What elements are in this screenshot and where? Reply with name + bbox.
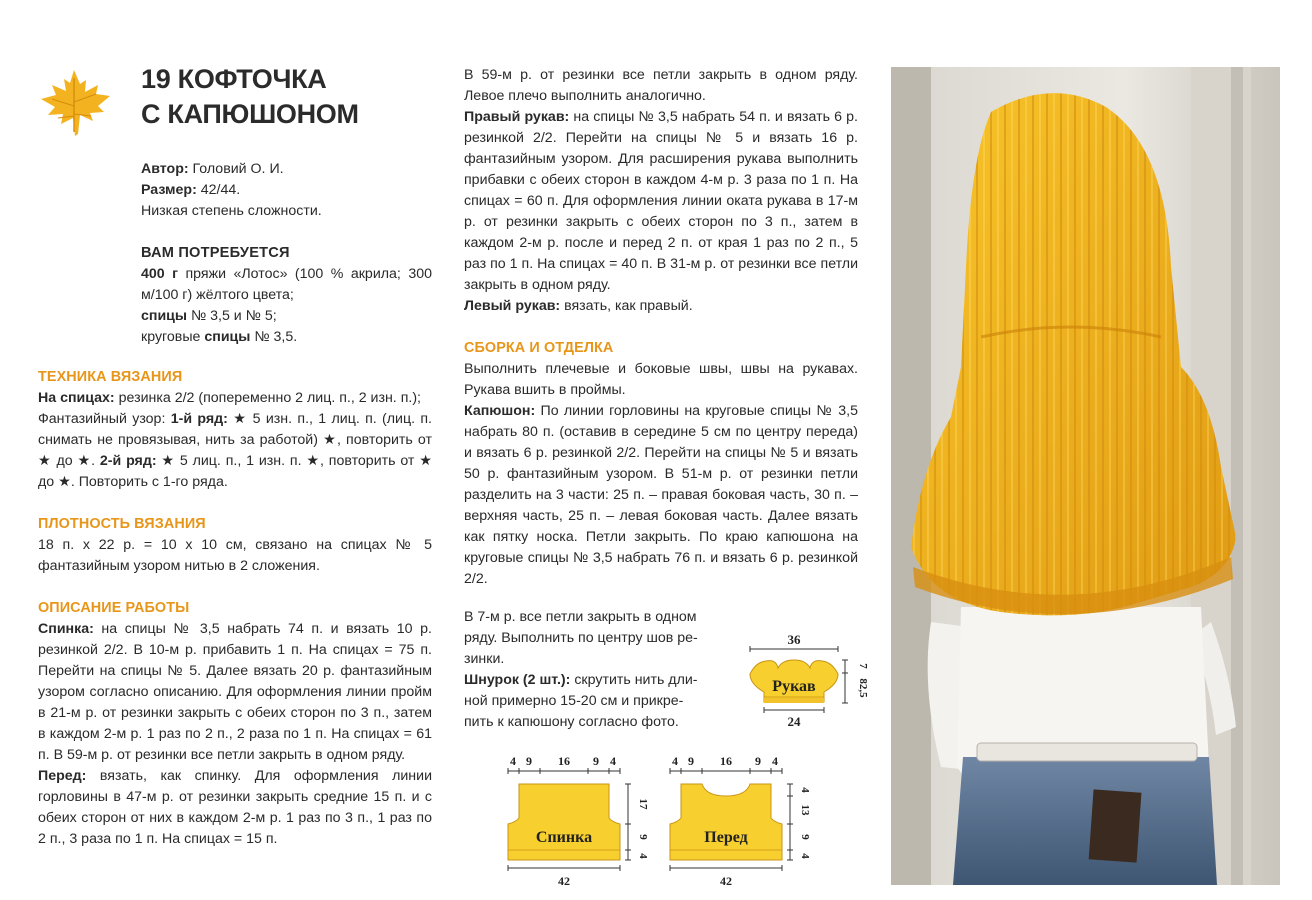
- front-top-dim: 16: [720, 754, 732, 768]
- front-right-dim: 13: [799, 804, 811, 816]
- hood-and-cord-text: В 7-м р. все петли закрыть в одном ряду. Выполнить по центру шов ре- зинки. Шнурок (2 шт.): скрутить нить дли- ной примерно 15-20 см и прикре- пить к капюшону согласно фото.: [464, 609, 698, 730]
- description-heading: ОПИСАНИЕ РАБОТЫ: [38, 600, 190, 616]
- back-top-dim: 16: [558, 754, 570, 768]
- back-right-dim: 17: [637, 798, 649, 810]
- sleeve-top-dim: 36: [787, 632, 801, 647]
- front-bottom-dim: 42: [720, 874, 732, 888]
- front-right-dim: 4: [799, 853, 811, 859]
- front-top-dim: 4: [672, 754, 678, 768]
- column-left: ТЕХНИКА ВЯЗАНИЯ На спицах: резинка 2/2 (попеременно 2 лиц. п., 2 изн. п.); Фантазийный узор: 1-й ряд: ★ 5 изн. п., 1 лиц. п. (лиц. п. снимать не провязывая, нить за работой) ★, повторить от ★ до ★. 2-й ряд: ★ 5 лиц. п., 1 изн. п. ★, повторить от ★ до ★. Повторить с 1-го ряда. ПЛОТНОСТЬ ВЯЗАНИЯ 18 п. х 22 р. = 10 х 10 см, связано на спицах № 5 фантазийным узором нитью в 2 сложения. ОПИСАНИЕ РАБОТЫ Спинка: на спицы № 3,5 набрать 74 п. и вязать 10 р. резинкой 2/2. В 10-м р. прибавить 1 п. На спицах = 75 п. Перейти на спицы № 5. Далее вязать 20 р. фантазийным узором согласно описанию. Для оформления линии пройм в 21-м р. от резинки закрыть с обеих сторон по 3 п., затем в каждом 2-м р. 1 раз по 2 п., 2 раза по 1 п. На спицах = 61 п. В 59-м р. от резинки все петли закрыть в одном ряду. Перед: вязать, как спинку. Для оформления линии горловины в 47-м р. от резинки закрыть средние 15 п. и с обеих сторон от них в каждом 2-м р. 1 раз по 3 п., 1 раз по 2 п., 3 раза по 1 п. На спицах = 15 п.: [38, 369, 432, 847]
- page-title: 19 КОФТОЧКА С КАПЮШОНОМ: [141, 64, 359, 129]
- back-right-dim: 9: [637, 834, 649, 840]
- sleeve-right-dim-b: 82,5: [857, 678, 869, 698]
- pattern-meta: Автор: Головий О. И. Размер: 42/44. Низкая степень сложности.: [141, 161, 322, 219]
- back-schematic: [500, 752, 650, 890]
- materials-heading: ВАМ ПОТРЕБУЕТСЯ: [141, 245, 290, 261]
- column-middle: В 59-м р. от резинки все петли закрыть в одном ряду. Левое плечо выполнить аналогично. Правый рукав: на спицы № 3,5 набрать 54 п. и вязать 6 р. резинкой 2/2. Перейти на спицы № 5 и вязать 16 р. фантазийным узором. Для расширения рукава выполнить прибавки с обеих сторон в каждом 4-м р. 3 раза по 1 п. На спицах = 60 п. Для оформления линии оката рукава в 17-м р. от резинки закрыть с обеих сторон по 3 п., затем в каждом 2-м р. после и перед 2 п. от края 1 раз по 2 п., 5 раз по 1 п. На спицах = 40 п. В 31-м р. от резинки все петли закрыть в одном ряду. Левый рукав: вязать, как правый. СБОРКА И ОТДЕЛКА Выполнить плечевые и боковые швы, швы на рукавах. Рукава вшить в проймы. Капюшон: По линии горловины на круговые спицы № 3,5 набрать 80 п. (оставив в середине 5 см по центру переда) и вязать 6 р. резинкой 2/2. Перейти на спицы № 5 и вязать 50 р. фантазийным узором. В 51-м р. от резинки петли разделить на 3 части: 25 п. – правая боковая часть, 30 п. – верхняя часть, 25 п. – левая боковая часть. Далее вязать как пятку носка. Петли закрыть. По краю капюшона на круговые спицы № 3,5 набрать 76 п. и вязать 6 р. резинкой 2/2.: [464, 67, 858, 587]
- back-bottom-dim: 42: [558, 874, 570, 888]
- sleeve-schematic: [742, 630, 870, 732]
- technique-heading: ТЕХНИКА ВЯЗАНИЯ: [38, 369, 183, 385]
- back-top-dim: 9: [593, 754, 599, 768]
- front-top-dim: 9: [755, 754, 761, 768]
- sleeve-label: Рукав: [772, 678, 816, 695]
- back-top-dim: 4: [510, 754, 516, 768]
- front-top-dim: 9: [688, 754, 694, 768]
- maple-leaf-icon: [36, 66, 114, 140]
- front-schematic: [662, 752, 812, 890]
- back-top-dim: 4: [610, 754, 616, 768]
- materials-block: ВАМ ПОТРЕБУЕТСЯ 400 г пряжи «Лотос» (100 % акрила; 300 м/100 г) жёлтого цвета; спицы № 3,5 и № 5; круговые спицы № 3,5.: [141, 245, 432, 345]
- back-top-dim: 9: [526, 754, 532, 768]
- front-label: Перед: [704, 829, 748, 846]
- sleeve-bottom-dim: 24: [787, 714, 801, 729]
- sleeve-right-dim-a: 7: [857, 663, 869, 669]
- front-top-dim: 4: [772, 754, 778, 768]
- back-right-dim: 4: [637, 853, 649, 859]
- front-right-dim: 9: [799, 834, 811, 840]
- garment-photo: [891, 67, 1280, 885]
- density-heading: ПЛОТНОСТЬ ВЯЗАНИЯ: [38, 516, 206, 532]
- back-label: Спинка: [535, 829, 593, 846]
- assembly-heading: СБОРКА И ОТДЕЛКА: [464, 340, 614, 356]
- front-right-dim: 4: [799, 787, 811, 793]
